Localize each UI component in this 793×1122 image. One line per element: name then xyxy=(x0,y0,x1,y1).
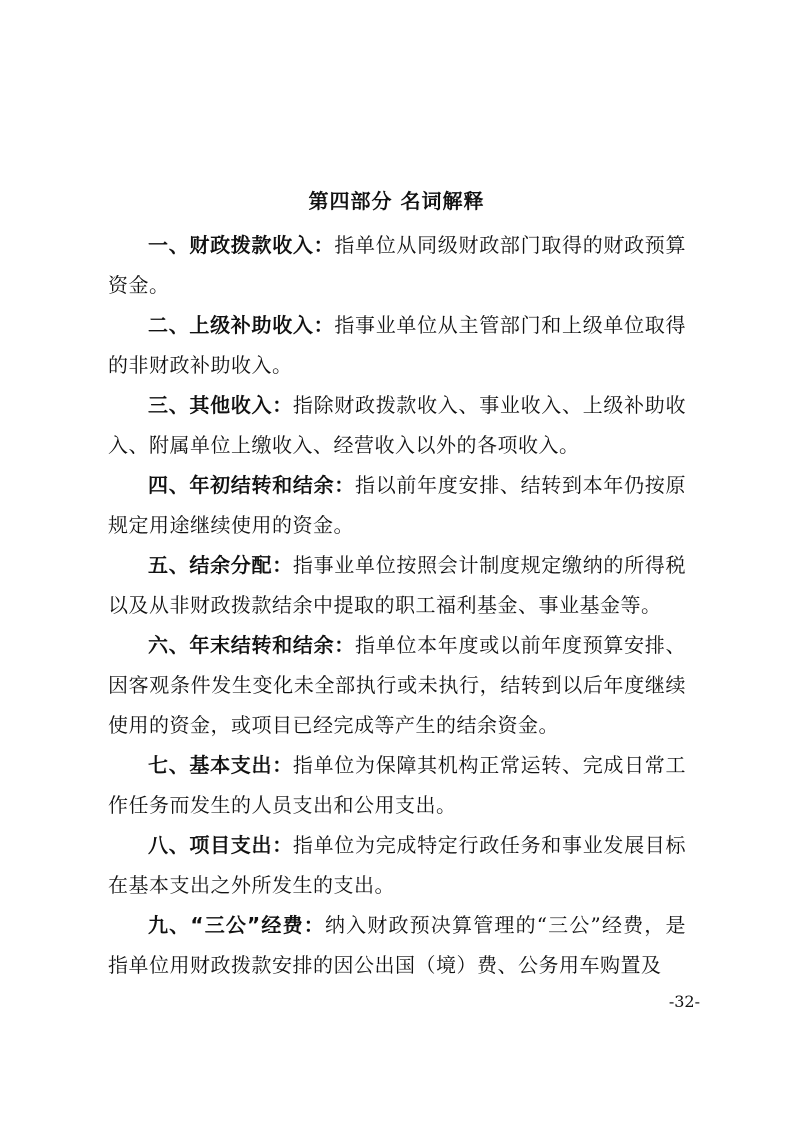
definition-text: 指事业单位按照会计制度规定缴纳的所得税以及从非财政拨款结余中提取的职工福利基金、事业基金等。 xyxy=(108,553,687,617)
definition-item xyxy=(108,225,686,305)
definition-text: 指事业单位从主管部门和上级单位取得的非财政补助收入。 xyxy=(108,313,687,377)
definition-text: 指单位本年度或以前年度预算安排、因客观条件发生变化未全部执行或未执行，结转到以后年度继续使用的资金，或项目已经完成等产生的结余资金。 xyxy=(108,633,686,737)
definition-term: 一、财政拨款收入： xyxy=(148,233,335,257)
definition-text: 纳入财政预决算管理的“三公”经费，是指单位用财政拨款安排的因公出国（境）费、公务用车购置及 xyxy=(108,913,686,977)
definition-term: 三、其他收入： xyxy=(148,393,293,417)
definition-item xyxy=(108,905,686,985)
definition-text: 指单位从同级财政部门取得的财政预算资金。 xyxy=(108,233,687,297)
page-title: 第四部分 名词解释 xyxy=(308,189,485,213)
definition-term: 七、基本支出： xyxy=(148,753,293,777)
definition-term: 二、上级补助收入： xyxy=(148,313,335,337)
definition-text: 指以前年度安排、结转到本年仍按原规定用途继续使用的资金。 xyxy=(108,473,686,537)
definition-term: 五、结余分配： xyxy=(148,553,293,577)
definition-term: 八、项目支出： xyxy=(148,833,293,857)
definition-item xyxy=(108,385,686,465)
definition-term: 六、年末结转和结余： xyxy=(148,633,355,657)
definition-text: 指除财政拨款收入、事业收入、上级补助收入、附属单位上缴收入、经营收入以外的各项收入。 xyxy=(108,393,687,457)
definition-item xyxy=(108,545,686,625)
definitions-list xyxy=(108,225,686,985)
definition-term: 九、“三公”经费： xyxy=(148,913,325,937)
definition-item xyxy=(108,825,686,905)
definition-item xyxy=(108,625,686,745)
definition-text: 指单位为完成特定行政任务和事业发展目标在基本支出之外所发生的支出。 xyxy=(108,833,687,897)
definition-item xyxy=(108,465,686,545)
definition-term: 四、年初结转和结余： xyxy=(148,473,355,497)
definition-item xyxy=(108,305,686,385)
definition-text: 指单位为保障其机构正常运转、完成日常工作任务而发生的人员支出和公用支出。 xyxy=(108,753,687,817)
definition-item xyxy=(108,745,686,825)
page-number: -32- xyxy=(668,992,700,1011)
